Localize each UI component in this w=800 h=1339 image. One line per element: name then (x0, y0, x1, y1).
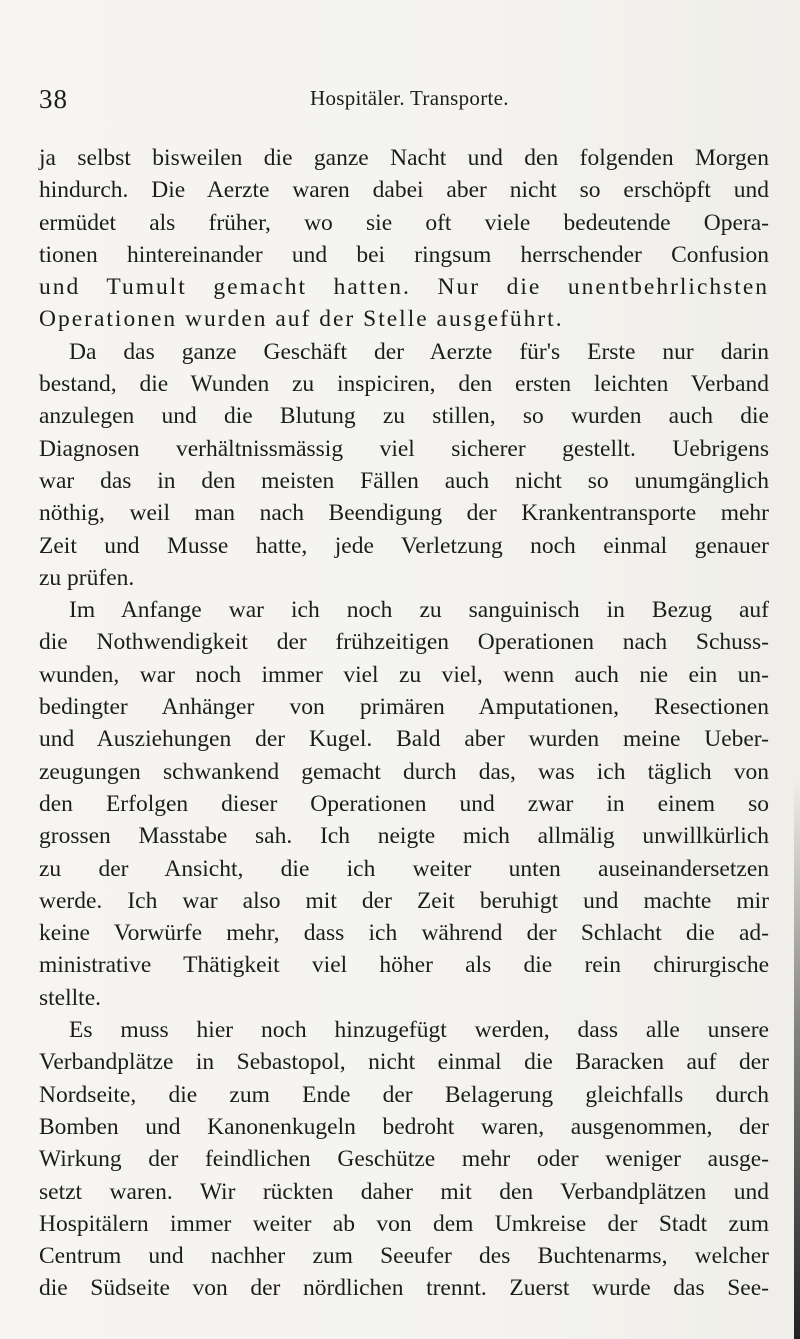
text-line: Hospitälern immer weiter ab von dem Umkreise der Stadt zum (39, 1210, 769, 1237)
text-line: bedingter Anhänger von primären Amputationen, Resectionen (39, 694, 769, 721)
text-line: und Tumult gemacht hatten. Nur die unentbehrlichsten (39, 274, 769, 301)
text-line: Bomben und Kanonenkugeln bedroht waren, ausgenommen, der (39, 1113, 769, 1140)
body-text (39, 142, 769, 1305)
text-line: nöthig, weil man nach Beendigung der Krankentransporte mehr (39, 500, 769, 527)
text-line: keine Vorwürfe mehr, dass ich während der Schlacht die ad- (39, 920, 769, 947)
text-line: und Ausziehungen der Kugel. Bald aber wurden meine Ueber- (39, 726, 769, 753)
text-line: grossen Masstabe sah. Ich neigte mich allmälig unwillkürlich (39, 823, 769, 850)
text-line: zu der Ansicht, die ich weiter unten auseinandersetzen (39, 855, 769, 882)
text-line: Operationen wurden auf der Stelle ausgeführt. (39, 306, 564, 333)
text-line: wunden, war noch immer viel zu viel, wenn auch nie ein un- (39, 661, 769, 688)
text-line: war das in den meisten Fällen auch nicht so unumgänglich (39, 467, 769, 494)
text-line: Zeit und Musse hatte, jede Verletzung noch einmal genauer (39, 532, 769, 559)
page-number: 38 (39, 84, 68, 114)
text-line: ministrative Thätigkeit viel höher als die rein chirurgische (39, 952, 769, 979)
text-line: hindurch. Die Aerzte waren dabei aber nicht so erschöpft und (39, 177, 769, 204)
text-line: bestand, die Wunden zu inspiciren, den ersten leichten Verband (39, 371, 769, 398)
text-line: zu prüfen. (39, 564, 135, 591)
text-line: werde. Ich war also mit der Zeit beruhigt und machte mir (39, 887, 769, 914)
text-line: setzt waren. Wir rückten daher mit den Verbandplätzen und (39, 1178, 769, 1205)
paragraph-start: Im Anfange war ich noch zu sanguinisch in Bezug auf (69, 597, 769, 624)
text-line: ja selbst bisweilen die ganze Nacht und den folgenden Morgen (39, 145, 769, 171)
text-line: Diagnosen verhältnissmässig viel sicherer gestellt. Uebrigens (39, 435, 769, 462)
text-line: Centrum und nachher zum Seeufer des Buchtenarms, welcher (39, 1243, 769, 1270)
text-line: die Nothwendigkeit der frühzeitigen Operationen nach Schuss- (39, 629, 769, 656)
text-line: anzulegen und die Blutung zu stillen, so wurden auch die (39, 403, 769, 430)
text-line: die Südseite von der nördlichen trennt. Zuerst wurde das See- (39, 1275, 769, 1302)
running-head (0, 84, 800, 114)
text-line: zeugungen schwankend gemacht durch das, was ich täglich von (39, 758, 769, 785)
text-line: tionen hintereinander und bei ringsum herrschender Confusion (39, 241, 769, 268)
running-title: Hospitäler. Transporte. (310, 86, 509, 110)
text-line: ermüdet als früher, wo sie oft viele bedeutende Opera- (39, 209, 769, 236)
text-line: stellte. (39, 984, 101, 1011)
text-line: Verbandplätze in Sebastopol, nicht einmal die Baracken auf der (39, 1049, 769, 1076)
text-line: Nordseite, die zum Ende der Belagerung gleichfalls durch (39, 1081, 769, 1108)
paragraph-start: Da das ganze Geschäft der Aerzte für's Erste nur darin (69, 338, 769, 365)
paragraph-start: Es muss hier noch hinzugefügt werden, dass alle unsere (69, 1017, 769, 1044)
text-line: den Erfolgen dieser Operationen und zwar in einem so (39, 790, 769, 817)
page-edge-shadow (794, 780, 800, 1339)
text-line: Wirkung der feindlichen Geschütze mehr oder weniger ausge- (39, 1146, 769, 1173)
